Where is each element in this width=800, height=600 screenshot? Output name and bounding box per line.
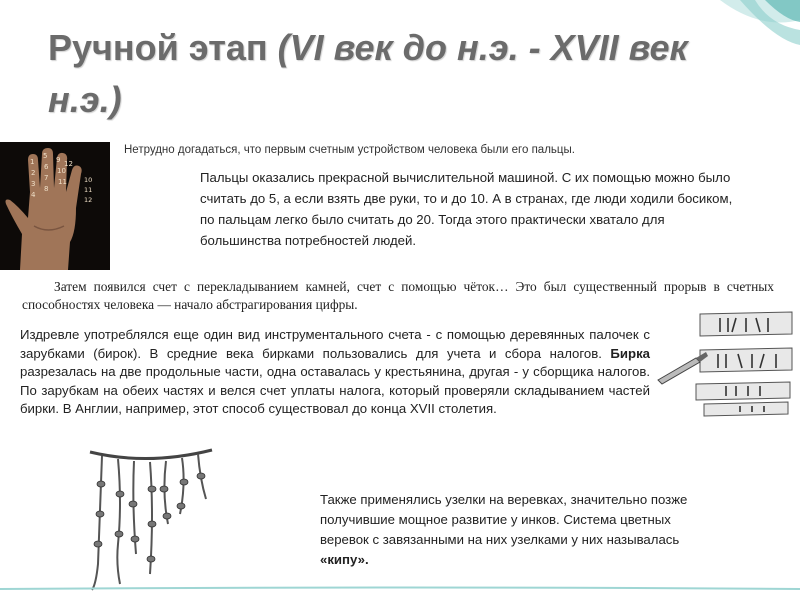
quipu-text: Также применялись узелки на веревках, значительно позже получившие мощное развитие у инков. Система цветных веревок с завязанными на них узелками у них называлась	[320, 492, 688, 547]
stones-paragraph: Затем появился счет с перекладыванием камней, счет с помощью чёток… Это был существенный прорыв в счетных способностях человека — начало абстрагирования цифры.	[22, 279, 774, 312]
svg-text:4: 4	[31, 191, 36, 199]
svg-text:12: 12	[84, 196, 93, 204]
quipu-term: «кипу».	[320, 552, 369, 567]
svg-text:9: 9	[56, 156, 61, 164]
svg-text:1: 1	[30, 158, 35, 166]
svg-text:10: 10	[84, 176, 93, 184]
hand-counting-image	[0, 142, 110, 270]
svg-text:2: 2	[31, 169, 36, 177]
title-main: Ручной этап	[48, 27, 268, 68]
title-period: (VI век до н.э. - XVII век н.э.)	[48, 27, 688, 120]
svg-text:5: 5	[43, 152, 48, 160]
svg-text:7: 7	[44, 174, 49, 182]
tally-term: Бирка	[610, 345, 650, 361]
tally-text-part2: разрезалась на две продольные части, одна оставалась у крестьянина, другая - у сборщика налогов. По зарубкам на обеих частях и велся счет уплаты налога, который проверяли складыванием частей бирки. В Англии, например, этот способ существовал до конца XVII столетия.	[20, 364, 650, 416]
svg-text:3: 3	[31, 180, 36, 188]
bottom-decoration	[0, 586, 800, 592]
svg-text:10: 10	[57, 167, 66, 175]
quipu-image	[88, 444, 214, 594]
fingers-paragraph: Пальцы оказались прекрасной вычислительной машиной. С их помощью можно было считать до 5, а если взять две руки, то и до 10. А в странах, где люди ходили босиком, по пальцам легко было считать до 20. Тогда этого практически хватало для большинства потребностей людей.	[200, 170, 733, 248]
page-title	[48, 22, 768, 126]
intro-text: Нетрудно догадаться, что первым счетным устройством человека были его пальцы.	[124, 144, 575, 156]
quipu-paragraph	[320, 490, 720, 570]
svg-text:11: 11	[58, 178, 67, 186]
tally-text-part1: Издревле употреблялся еще один вид инструментального счета - с помощью деревянных палочек с зарубками (бирок). В средние века бирками пользовались для учета и сбора налогов.	[20, 327, 650, 361]
tally-sticks-image	[656, 308, 796, 420]
tally-paragraph	[20, 326, 650, 419]
svg-text:12: 12	[64, 160, 73, 168]
svg-text:8: 8	[44, 185, 49, 193]
svg-text:6: 6	[44, 163, 49, 171]
svg-text:11: 11	[84, 186, 93, 194]
